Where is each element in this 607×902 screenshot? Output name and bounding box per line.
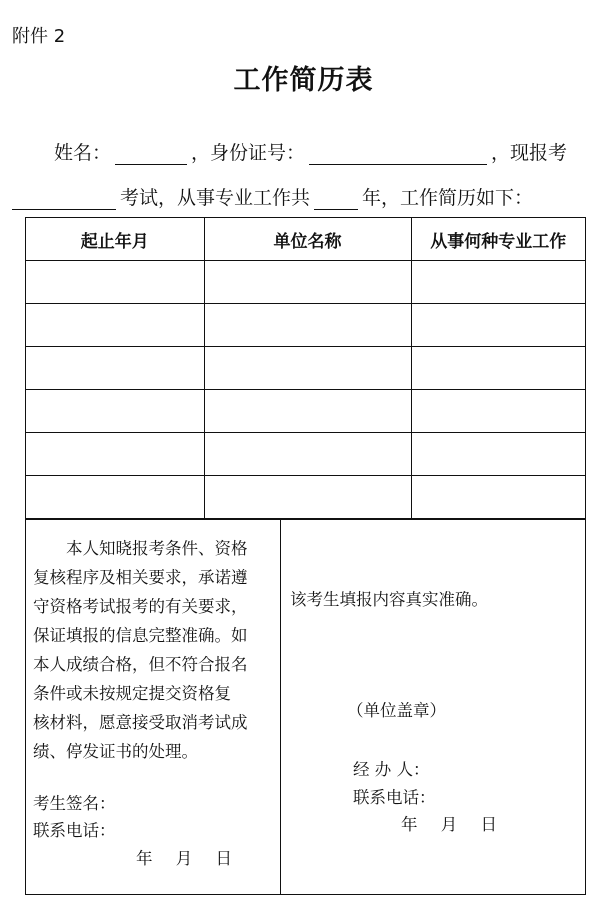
unit-confirm-text: 该考生填报内容真实准确。 <box>290 590 488 609</box>
table-cell[interactable] <box>204 433 411 476</box>
table-header-row <box>26 218 585 261</box>
unit-date-label: 年 月 日 <box>401 815 497 834</box>
table-row <box>26 390 585 433</box>
intro-line-1 <box>54 138 567 165</box>
declaration-section <box>26 519 585 894</box>
pledge-text <box>33 534 273 766</box>
applicant-phone-label: 联系电话： <box>33 821 116 840</box>
applicant-signature-label: 考生签名： <box>33 794 116 813</box>
unit-confirmation-box <box>281 520 585 894</box>
pledge-line: 本人成绩合格，但不符合报名 <box>33 655 248 674</box>
table-row <box>26 304 585 347</box>
exam-label: ，现报考 <box>491 142 568 164</box>
attachment-label: 附件 2 <box>12 26 66 47</box>
table-cell[interactable] <box>411 261 585 304</box>
page-title: 工作简历表 <box>233 65 374 96</box>
unit-handler-label: 经 办 人： <box>353 760 430 779</box>
table-cell[interactable] <box>26 347 204 390</box>
pledge-line: 条件或未按规定提交资格复 <box>33 684 231 703</box>
unit-seal-label: （单位盖章） <box>347 701 446 720</box>
applicant-pledge-box <box>26 520 281 894</box>
table-cell[interactable] <box>204 304 411 347</box>
pledge-line: 复核程序及相关要求，承诺遵 <box>33 568 248 587</box>
table-cell[interactable] <box>26 261 204 304</box>
years-suffix: 年，工作简历如下： <box>362 187 534 209</box>
table-cell[interactable] <box>26 304 204 347</box>
exam-suffix: 考试，从事专业工作共 <box>120 187 311 209</box>
table-row <box>26 261 585 304</box>
table-cell[interactable] <box>411 390 585 433</box>
header-profession: 从事何种专业工作 <box>411 218 585 261</box>
unit-phone-label: 联系电话： <box>353 788 436 807</box>
pledge-line: 本人知晓报考条件、资格 <box>66 539 248 558</box>
table-cell[interactable] <box>26 390 204 433</box>
pledge-line: 保证填报的信息完整准确。如 <box>33 626 248 645</box>
id-number-blank[interactable] <box>309 144 487 165</box>
pledge-line: 绩、停发证书的处理。 <box>33 742 198 761</box>
table-cell[interactable] <box>26 433 204 476</box>
applicant-date-label: 年 月 日 <box>136 849 232 868</box>
header-employer: 单位名称 <box>204 218 411 261</box>
table-row <box>26 476 585 519</box>
table-cell[interactable] <box>204 261 411 304</box>
exam-name-blank[interactable] <box>12 189 116 210</box>
years-blank[interactable] <box>314 189 358 210</box>
table-row <box>26 433 585 476</box>
table-cell[interactable] <box>204 390 411 433</box>
table-row <box>26 347 585 390</box>
name-blank[interactable] <box>115 144 187 165</box>
pledge-line: 核材料，愿意接受取消考试成 <box>33 713 248 732</box>
intro-line-2 <box>12 183 533 210</box>
table-cell[interactable] <box>411 304 585 347</box>
table-cell[interactable] <box>204 347 411 390</box>
table-cell[interactable] <box>26 476 204 519</box>
header-period: 起止年月 <box>26 218 204 261</box>
work-history-form <box>25 217 586 895</box>
table-cell[interactable] <box>411 347 585 390</box>
work-history-table <box>26 218 585 519</box>
table-cell[interactable] <box>411 433 585 476</box>
table-cell[interactable] <box>411 476 585 519</box>
pledge-line: 守资格考试报考的有关要求， <box>33 597 248 616</box>
table-cell[interactable] <box>204 476 411 519</box>
id-label: ，身份证号： <box>191 142 306 164</box>
name-label: 姓名： <box>54 142 112 164</box>
